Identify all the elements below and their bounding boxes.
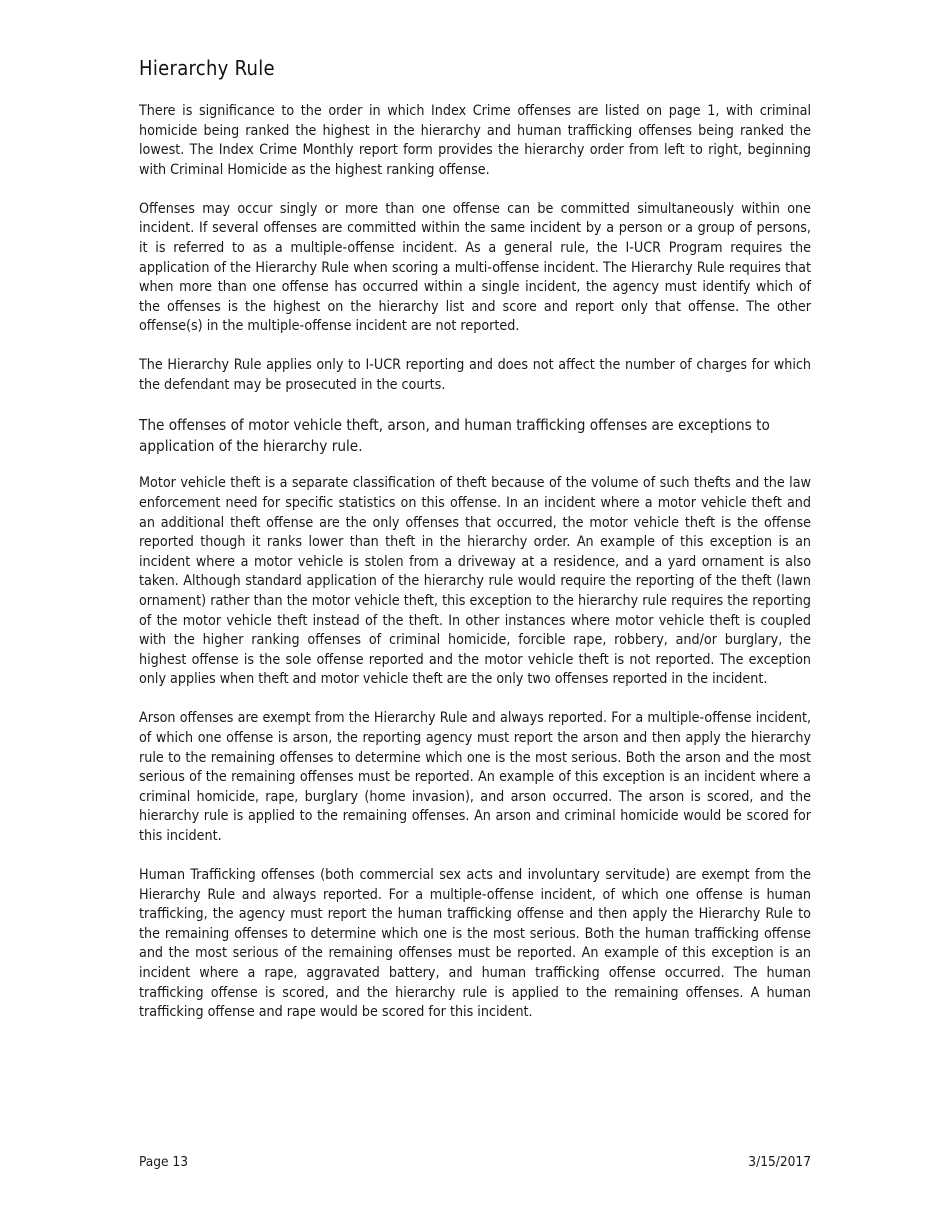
paragraph-iucr-scope: The Hierarchy Rule applies only to I-UCR reporting and does not affect the number of charges for which the defendant may be prosecuted in the courts.	[139, 357, 811, 393]
paragraph-exceptions-intro: The offenses of motor vehicle theft, arson, and human trafficking offenses are exceptions to application of the hierarchy rule.	[139, 415, 770, 455]
revision-date: 3/15/2017	[748, 1154, 811, 1170]
paragraph-motor-vehicle-theft: Motor vehicle theft is a separate classification of theft because of the volume of such thefts and the law enforcement need for specific statistics on this offense. In an incident where a motor vehicle theft and an additional theft offense are the only offenses that occurred, the motor vehicle theft is the offense reported though it ranks lower than theft in the hierarchy order. An example of this exception is an incident where a motor vehicle is stolen from a driveway at a residence, and a yard ornament is also taken. Although standard application of the hierarchy rule would require the reporting of the theft (lawn ornament) rather than the motor vehicle theft, this exception to the hierarchy rule requires the reporting of the motor vehicle theft instead of the theft. In other instances where motor vehicle theft is coupled with the higher ranking offenses of criminal homicide, forcible rape, robbery, and/or burglary, the highest offense is the sole offense reported and the motor vehicle theft is not reported. The exception only applies when theft and motor vehicle theft are the only two offenses reported in the incident.	[139, 475, 811, 688]
paragraph-human-trafficking: Human Trafficking offenses (both commercial sex acts and involuntary servitude) are exempt from the Hierarchy Rule and always reported. For a multiple-offense incident, of which one offense is human trafficking, the agency must report the human trafficking offense and then apply the Hierarchy Rule to the remaining offenses to determine which one is the most serious. Both the human trafficking offense and the most serious of the remaining offenses must be reported. An example of this exception is an incident where a rape, aggravated battery, and human trafficking offense occurred. The human trafficking offense is scored, and the hierarchy rule is applied to the remaining offenses. A human trafficking offense and rape would be scored for this incident.	[139, 866, 811, 1021]
paragraph-multiple-offense: Offenses may occur singly or more than one offense can be committed simultaneously within one incident. If several offenses are committed within the same incident by a person or a group of persons, it is referred to as a multiple-offense incident. As a general rule, the I-UCR Program requires the application of the Hierarchy Rule when scoring a multi-offense incident. The Hierarchy Rule requires that when more than one offense has occurred within a single incident, the agency must identify which of the offenses is the highest on the hierarchy list and score and report only that offense. The other offense(s) in the multiple-offense incident are not reported.	[139, 200, 811, 335]
document-body	[139, 102, 811, 1042]
paragraph-hierarchy-order: There is significance to the order in which Index Crime offenses are listed on page 1, with criminal homicide being ranked the highest in the hierarchy and human trafficking offenses being ranked the lowest. The Index Crime Monthly report form provides the hierarchy order from left to right, beginning with Criminal Homicide as the highest ranking offense.	[139, 103, 811, 178]
paragraph-arson: Arson offenses are exempt from the Hierarchy Rule and always reported. For a multiple-offense incident, of which one offense is arson, the reporting agency must report the arson and then apply the hierarchy rule to the remaining offenses to determine which one is the most serious. Both the arson and the most serious of the remaining offenses must be reported. An example of this exception is an incident where a criminal homicide, rape, burglary (home invasion), and arson occurred. The arson is scored, and the hierarchy rule is applied to the remaining offenses. An arson and criminal homicide would be scored for this incident.	[139, 710, 811, 844]
page-number: Page 13	[139, 1154, 188, 1170]
page-title: Hierarchy Rule	[139, 56, 275, 80]
